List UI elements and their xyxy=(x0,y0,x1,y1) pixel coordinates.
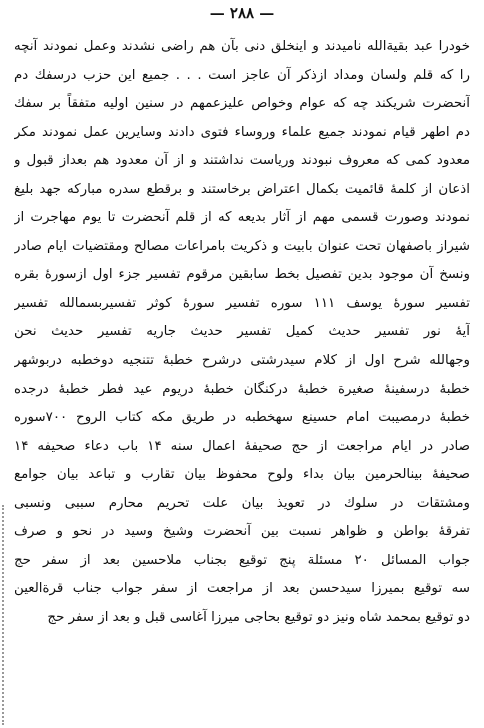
text-line: جواب المسائل ۲۰ مسئلة پنج توقیع بجناب ملاحسین بعد از سفر حج xyxy=(14,552,470,568)
text-line: را که قلم ولسان ومداد ازذکر آن عاجز است . . . جمیع این حزب درسفك دم xyxy=(14,67,470,83)
text-line: صحیفهٔ بینالحرمین بیان بداء ولوح محفوظ بیان تقارب و تباعد بیان جوامع xyxy=(14,467,470,483)
text-line: ومشتقات در سلوك در تعویذ بیان علت تحریم محارم سببی ونسبی xyxy=(14,495,470,511)
page-number: — ۲۸۸ — xyxy=(209,4,275,22)
text-line: آیهٔ نور تفسیر حدیث کمیل تفسیر حدیث جاریه تفسیر حدیث نحن xyxy=(14,324,470,340)
text-line: اذعان از کلمهٔ قائمیت بکمال اعتراض برخاستند و برقطع سدره مبارکه جهد بلیغ xyxy=(14,181,470,197)
page-text xyxy=(14,33,470,632)
text-line: آنحضرت شریکند چه که عوام وخواص علیزعمهم در سنین اولیه متفقاً بر سفك xyxy=(14,96,470,112)
text-line: خطبهٔ درمصیبت امام حسینع سهخطبه در طریق مکه کتاب الروح ۷۰۰سوره xyxy=(14,410,470,426)
text-line: دو توقیع بمحمد شاه ونیز دو توقیع بحاجی میرزا آغاسی قبل و بعد از سفر حج xyxy=(47,609,470,625)
text-line: تفرقهٔ بواطن و ظواهر نسبت بین آنحضرت وشیخ وسید در نحو و صرف xyxy=(14,524,470,540)
text-line: ونسخ آن موجود بدین تفصیل بخط سابقین مرقوم تفسیر جزء اول ازسورهٔ بقره xyxy=(14,267,470,283)
text-line: دم اطهر قیام نمودند جمیع علماء وروساء فتوی دادند وسایرین عمل نمودند مکر xyxy=(14,124,470,140)
text-line: شیراز باصفهان تحت عنوان بابیت و ذکریت بامراعات مصالح ومقتضیات ایام صادر xyxy=(14,238,470,254)
text-line: خودرا عبد بقیةالله نامیدند و اینخلق دنی بآن هم راضی نشدند وعمل نمودند آنچه xyxy=(14,39,470,54)
text-line: تفسیر سورهٔ یوسف ۱۱۱ سوره تفسیر سورهٔ کوثر تفسیربسمالله تفسیر xyxy=(14,295,470,311)
text-line: خطبهٔ درسفینهٔ صغیرة خطبهٔ درکنگان خطبهٔ دریوم عید فطر خطبهٔ درجده xyxy=(14,381,470,397)
text-line: صادر در ایام مراجعت از حج صحیفهٔ اعمال سنه ۱۴ باب دعاء صحیفه ۱۴ xyxy=(14,438,470,454)
text-line: نمودند وصورت قسمی مهم از آثار بدیعه که از قلم آنحضرت تا یوم مهاجرت از xyxy=(14,210,470,226)
text-line: سه توقیع بمیرزا سیدحسن بعد از مراجعت از سفر جواب جناب قرةالعین xyxy=(14,581,470,597)
text-line: معدود کمی که معروف نبودند وریاست نداشتند و از آن معدود هم بعداز قبول و xyxy=(14,153,470,169)
binding-edge-mark xyxy=(2,505,10,725)
text-line: وجهالله شرح اول از کلام سیدرشتی درشرح خطبهٔ تتنجیه دوخطبه دربوشهر xyxy=(14,353,470,369)
